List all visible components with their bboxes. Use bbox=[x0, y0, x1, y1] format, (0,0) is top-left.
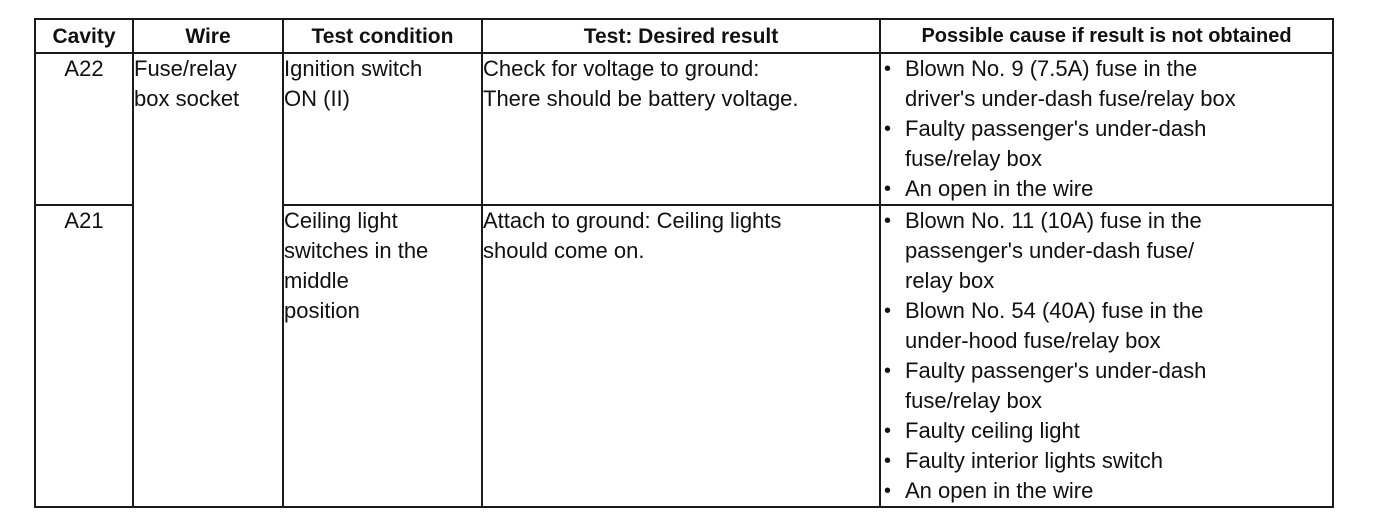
bullet-icon: • bbox=[884, 450, 892, 472]
cause-line: driver's under-dash fuse/relay box bbox=[905, 86, 1236, 111]
cause-item bbox=[881, 446, 1332, 476]
cause-item bbox=[881, 206, 1332, 296]
result-line: Check for voltage to ground: bbox=[483, 56, 760, 81]
result-line: should come on. bbox=[483, 238, 645, 263]
cause-item bbox=[881, 416, 1332, 446]
cause-line: Faulty passenger's under-dash bbox=[905, 358, 1207, 383]
possible-cause-cell bbox=[880, 205, 1333, 507]
cause-item bbox=[881, 296, 1332, 356]
result-line: Attach to ground: Ceiling lights bbox=[483, 208, 782, 233]
header-desired-result: Test: Desired result bbox=[482, 19, 880, 53]
cause-line: under-hood fuse/relay box bbox=[905, 328, 1161, 353]
header-possible-cause: Possible cause if result is not obtained bbox=[880, 19, 1333, 53]
cause-item bbox=[881, 114, 1332, 174]
cause-line: Blown No. 11 (10A) fuse in the bbox=[905, 208, 1202, 233]
bullet-icon: • bbox=[884, 118, 892, 140]
condition-line: Ceiling light bbox=[284, 208, 398, 233]
bullet-icon: • bbox=[884, 420, 892, 442]
cause-line: fuse/relay box bbox=[905, 388, 1042, 413]
desired-result-cell bbox=[482, 53, 880, 205]
condition-line: Ignition switch bbox=[284, 56, 423, 81]
desired-result-cell bbox=[482, 205, 880, 507]
test-table bbox=[34, 18, 1334, 508]
result-line: There should be battery voltage. bbox=[483, 86, 799, 111]
cavity-cell: A22 bbox=[35, 53, 133, 205]
cause-list bbox=[881, 54, 1332, 204]
cause-line: relay box bbox=[905, 268, 995, 293]
cause-line: Blown No. 54 (40A) fuse in the bbox=[905, 298, 1204, 323]
cause-item bbox=[881, 174, 1332, 204]
bullet-icon: • bbox=[884, 210, 892, 232]
wire-line: box socket bbox=[134, 86, 240, 111]
condition-line: ON (II) bbox=[284, 86, 350, 111]
cause-item bbox=[881, 54, 1332, 114]
cause-line: Faulty ceiling light bbox=[905, 418, 1080, 443]
cause-line: Faulty passenger's under-dash bbox=[905, 116, 1207, 141]
bullet-icon: • bbox=[884, 300, 892, 322]
possible-cause-cell bbox=[880, 53, 1333, 205]
condition-line: switches in the bbox=[284, 238, 429, 263]
cause-line: Faulty interior lights switch bbox=[905, 448, 1163, 473]
wire-cell bbox=[133, 53, 283, 507]
cause-line: fuse/relay box bbox=[905, 146, 1042, 171]
header-test-condition: Test condition bbox=[283, 19, 482, 53]
header-wire: Wire bbox=[133, 19, 283, 53]
wire-line: Fuse/relay bbox=[134, 56, 237, 81]
test-condition-cell bbox=[283, 53, 482, 205]
cause-list bbox=[881, 206, 1332, 506]
cause-line: passenger's under-dash fuse/ bbox=[905, 238, 1195, 263]
condition-line: middle bbox=[284, 268, 349, 293]
bullet-icon: • bbox=[884, 360, 892, 382]
cause-line: An open in the wire bbox=[905, 478, 1094, 503]
header-cavity: Cavity bbox=[35, 19, 133, 53]
condition-line: position bbox=[284, 298, 360, 323]
bullet-icon: • bbox=[884, 58, 892, 80]
cause-line: Blown No. 9 (7.5A) fuse in the bbox=[905, 56, 1198, 81]
cause-item bbox=[881, 476, 1332, 506]
cause-line: An open in the wire bbox=[905, 176, 1094, 201]
header-row bbox=[35, 19, 1333, 53]
bullet-icon: • bbox=[884, 178, 892, 200]
table-row bbox=[35, 53, 1333, 205]
bullet-icon: • bbox=[884, 480, 892, 502]
cause-item bbox=[881, 356, 1332, 416]
cavity-cell: A21 bbox=[35, 205, 133, 507]
test-condition-cell bbox=[283, 205, 482, 507]
